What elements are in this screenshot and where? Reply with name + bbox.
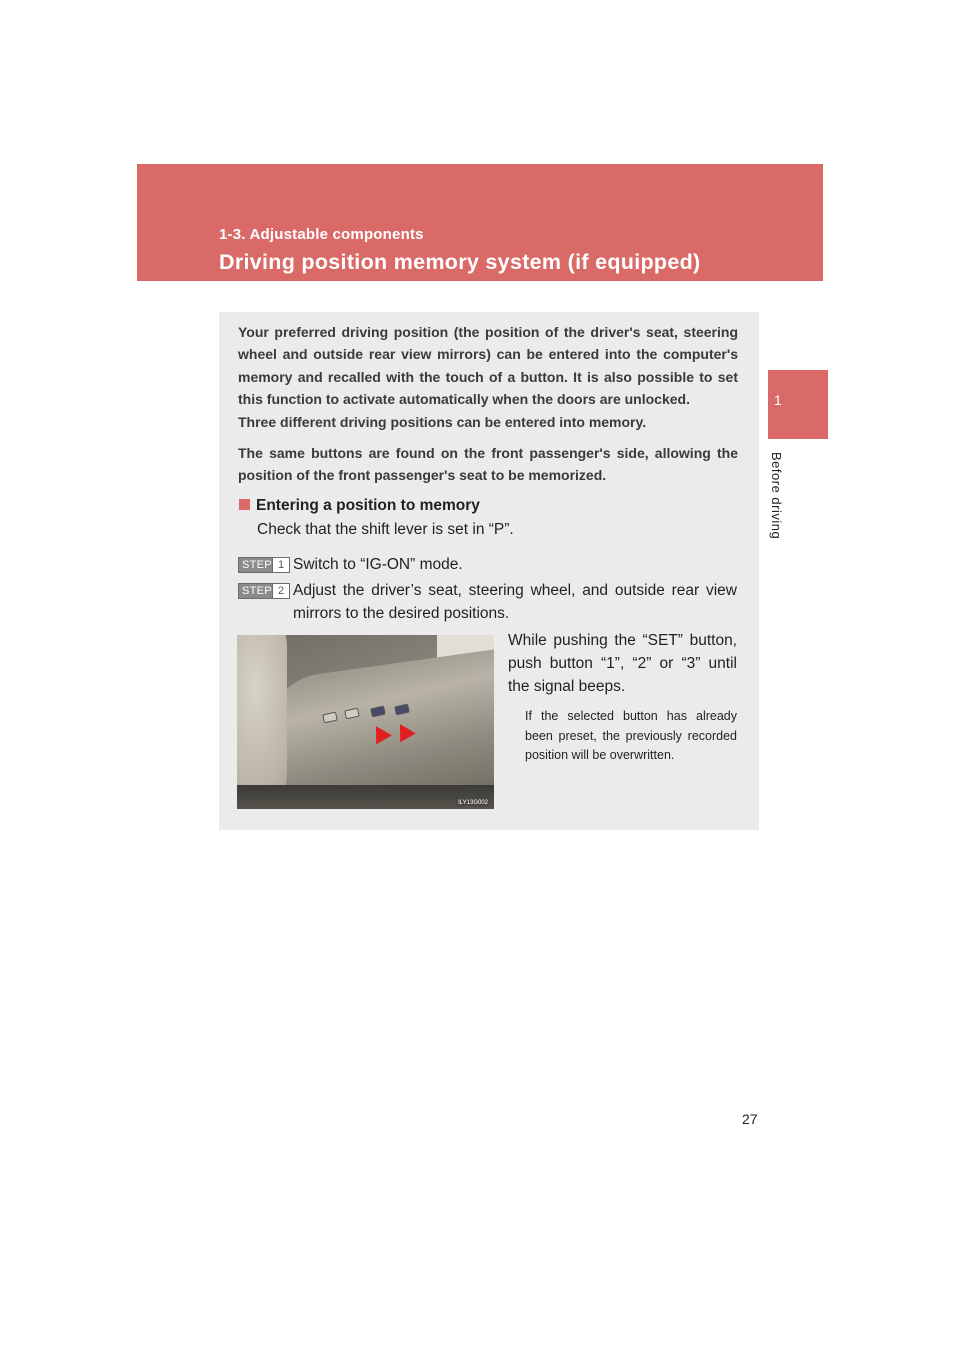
step-3-note: If the selected button has already been preset, the previously recorded position will be overwritten. (525, 709, 737, 762)
door-switch-photo (237, 635, 494, 809)
step-3-text: While pushing the “SET” button, push button “1”, “2” or “3” until the signal beeps. (508, 632, 737, 695)
chapter-number: 1 (774, 392, 782, 408)
chapter-label: Before driving (769, 452, 784, 540)
page-number: 27 (742, 1111, 758, 1127)
check-instruction: Check that the shift lever is set in “P”. (257, 521, 514, 538)
step-2-text: Adjust the driver’s seat, steering wheel, and outside rear view mirrors to the desired positions. (293, 582, 737, 622)
step-badge-number: 2 (272, 584, 289, 598)
step-badge-label: STEP (242, 559, 272, 571)
step-1-badge (238, 557, 290, 573)
chapter-tab[interactable] (768, 370, 828, 439)
step-2-badge (238, 583, 290, 599)
intro-paragraph-3: The same buttons are found on the front passenger's side, allowing the position of the front passenger's seat to be memorized. (238, 445, 738, 484)
step-1-text: Switch to “IG-ON” mode. (293, 556, 463, 573)
seat-shape (237, 635, 287, 809)
intro-paragraph-1: Your preferred driving position (the position of the driver's seat, steering wheel and outside rear view mirrors) can be entered into the computer's memory and recalled with the touch of a button. It is also possible to set this function to activate automatically when the doors are unlocked. (238, 324, 738, 408)
step-badge-number: 1 (272, 558, 289, 572)
intro-paragraph-2: Three different driving positions can be entered into memory. (238, 413, 647, 430)
square-bullet-icon (239, 499, 250, 510)
step-badge-label: STEP (242, 585, 272, 597)
section-label: 1-3. Adjustable components (219, 226, 424, 243)
image-code: ILY13G002 (458, 800, 488, 806)
subsection-heading (239, 497, 480, 515)
page-title: Driving position memory system (if equipped) (219, 250, 701, 274)
content-panel (219, 312, 759, 830)
subsection-heading-text: Entering a position to memory (256, 497, 480, 514)
page-header (137, 164, 823, 281)
intro-text (238, 321, 738, 487)
